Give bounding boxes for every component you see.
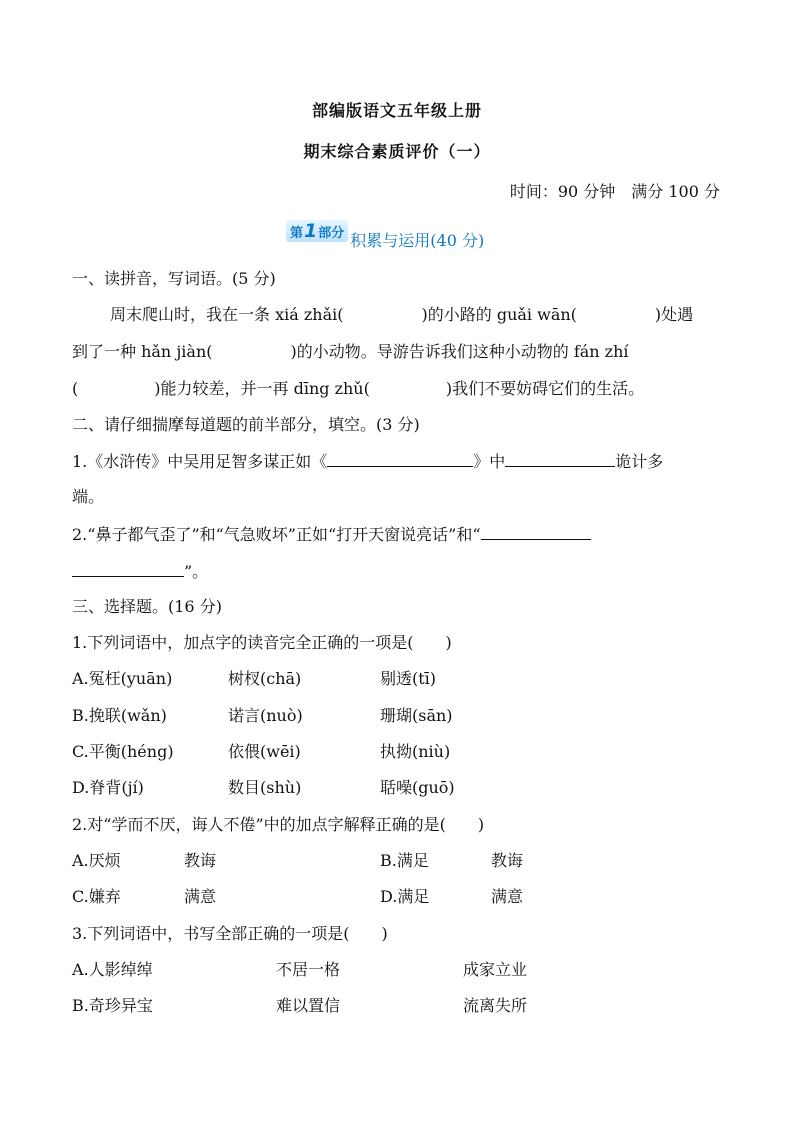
q3-2-question: 2.对“学而不厌，诲人不倦”中的加点字解释正确的是( ) [72, 815, 485, 834]
q3-3-question: 3.下列词语中，书写全部正确的一项是( ) [72, 924, 388, 943]
option-text: 教诲 [491, 851, 524, 870]
option-text: 执拗(niù) [380, 742, 451, 761]
option-text[interactable]: A.厌烦 [72, 851, 121, 870]
option-text: 数目(shù) [228, 778, 302, 797]
q1-line-2: 到了一种 hǎn jiàn( )的小动物。导游告诉我们这种小动物的 fán zhí [72, 342, 629, 361]
q2-item-2-cont: ”。 [72, 560, 208, 583]
option-text: 聒噪(guō) [380, 778, 455, 797]
answer-blank[interactable] [505, 450, 615, 467]
exam-subtitle: 期末综合素质评价（一） [303, 142, 491, 161]
q2-item-2: 2.“鼻子都气歪了”和“气急败坏”正如“打开天窗说亮话”和“ [72, 523, 591, 546]
q1-heading: 一、读拼音，写词语。(5 分) [72, 269, 276, 288]
q3-1-question: 1.下列词语中，加点字的读音完全正确的一项是( ) [72, 633, 452, 652]
option-text[interactable]: B.挽联(wǎn) [72, 706, 167, 725]
option-text[interactable]: A.冤枉(yuān) [72, 669, 173, 688]
q1-line-3: ( )能力较差，并一再 dīng zhǔ( )我们不要妨碍它们的生活。 [72, 379, 645, 398]
option-text[interactable]: C.嫌弃 [72, 887, 121, 906]
option-text: 不居一格 [276, 960, 341, 979]
option-text: 成家立业 [463, 960, 528, 979]
exam-title: 部编版语文五年级上册 [311, 101, 482, 120]
answer-blank[interactable] [481, 523, 591, 540]
q2-heading: 二、请仔细揣摩每道题的前半部分，填空。(3 分) [72, 415, 420, 434]
option-text: 依偎(wēi) [228, 742, 301, 761]
option-text: 满意 [491, 887, 524, 906]
option-text[interactable]: B.奇珍异宝 [72, 996, 153, 1015]
part-title: 积累与运用(40 分) [350, 231, 485, 250]
part-badge: 第1部分 [286, 220, 348, 242]
q1-line-1: 周末爬山时，我在一条 xiá zhǎi( )的小路的 guǎi wān( )处遇 [110, 305, 694, 324]
option-text: 流离失所 [463, 996, 528, 1015]
option-text: 满意 [184, 887, 217, 906]
option-text: 珊瑚(sān) [380, 706, 453, 725]
option-text[interactable]: D.满足 [380, 887, 430, 906]
q2-item-1-cont: 端。 [72, 487, 105, 506]
part-header [286, 220, 485, 250]
option-text: 树杈(chā) [228, 669, 302, 688]
option-text[interactable]: D.脊背(jí) [72, 778, 144, 797]
option-text: 教诲 [184, 851, 217, 870]
time-and-score: 时间：90 分钟 满分 100 分 [509, 182, 720, 201]
option-text: 剔透(tī) [380, 669, 437, 688]
q2-item-1: 1.《水浒传》中吴用足智多谋正如《 》中 诡计多 [72, 452, 664, 471]
q3-heading: 三、选择题。(16 分) [72, 597, 222, 616]
answer-blank[interactable] [72, 560, 184, 577]
option-text[interactable]: C.平衡(héng) [72, 742, 174, 761]
option-text: 难以置信 [276, 996, 341, 1015]
option-text: 诺言(nuò) [228, 706, 303, 725]
answer-blank[interactable] [327, 450, 473, 467]
option-text[interactable]: A.人影绰绰 [72, 960, 153, 979]
option-text[interactable]: B.满足 [380, 851, 429, 870]
